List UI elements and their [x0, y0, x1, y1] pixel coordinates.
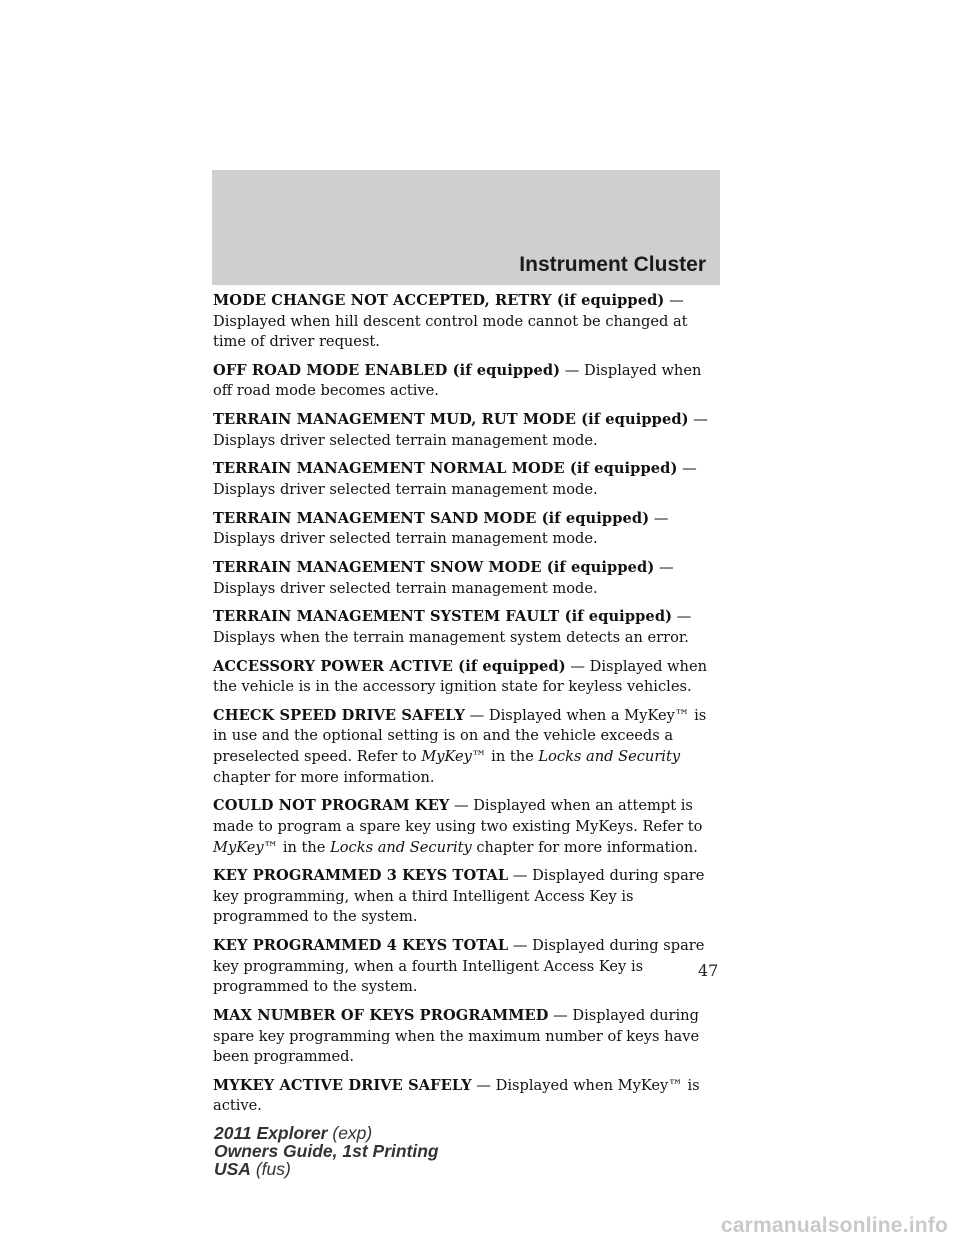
message-description: — Displayed when the vehicle is in the accessory ignition state for keyless vehicles.	[213, 657, 707, 696]
footer-line-3	[214, 1160, 439, 1178]
message-entry	[213, 706, 723, 788]
message-entry	[213, 657, 723, 698]
message-description: — Displayed when off road mode becomes active.	[213, 361, 702, 400]
message-entry	[213, 361, 723, 402]
message-entry	[213, 1076, 723, 1117]
message-description: — Displayed when a MyKey™ is in use and the optional setting is on and the vehicle exceeds a preselected speed. Refer to	[213, 706, 707, 766]
footer-model: 2011 Explorer	[214, 1123, 328, 1143]
message-term: ACCESSORY POWER ACTIVE (if equipped)	[213, 657, 566, 675]
message-entry	[213, 796, 723, 858]
message-term: COULD NOT PROGRAM KEY	[213, 797, 450, 815]
message-term: MAX NUMBER OF KEYS PROGRAMMED	[213, 1006, 549, 1024]
message-entry	[213, 291, 723, 353]
message-entry	[213, 607, 723, 648]
message-term: TERRAIN MANAGEMENT SAND MODE (if equipped)	[213, 509, 650, 527]
message-term: TERRAIN MANAGEMENT NORMAL MODE (if equipped)	[213, 460, 678, 478]
message-reference: Locks and Security	[330, 838, 472, 856]
message-description: — Displayed when hill descent control mode cannot be changed at time of driver request.	[213, 292, 688, 351]
message-description: in the	[278, 838, 331, 856]
message-term: TERRAIN MANAGEMENT SYSTEM FAULT (if equipped)	[213, 608, 673, 626]
message-entry	[213, 558, 723, 599]
message-term: CHECK SPEED DRIVE SAFELY	[213, 706, 466, 724]
message-reference: MyKey™	[213, 838, 279, 856]
footer-market-code: (fus)	[255, 1159, 291, 1179]
footer-line-2: Owners Guide, 1st Printing	[214, 1141, 439, 1161]
message-description: — Displays when the terrain management system detects an error.	[213, 608, 692, 646]
message-description: chapter for more information.	[213, 768, 435, 786]
message-entry	[213, 866, 723, 928]
message-reference: MyKey™	[421, 748, 487, 766]
message-term: OFF ROAD MODE ENABLED (if equipped)	[213, 361, 561, 379]
message-description: — Displays driver selected terrain management mode.	[213, 559, 674, 597]
message-description: in the	[486, 748, 539, 766]
message-description: — Displays driver selected terrain management mode.	[213, 411, 708, 449]
message-entry	[213, 1006, 723, 1068]
footer-line-1	[214, 1124, 439, 1142]
message-term: MODE CHANGE NOT ACCEPTED, RETRY (if equipped)	[213, 292, 665, 309]
message-term: TERRAIN MANAGEMENT SNOW MODE (if equipped)	[213, 559, 655, 576]
message-description: — Displayed during spare key programming, when a third Intelligent Access Key is programmed to the system.	[213, 867, 705, 926]
section-title: Instrument Cluster	[519, 253, 706, 276]
message-term: KEY PROGRAMMED 3 KEYS TOTAL	[213, 867, 509, 885]
footer-model-code: (exp)	[332, 1123, 373, 1143]
message-description: chapter for more information.	[471, 838, 698, 856]
message-description: — Displayed when MyKey™ is active.	[213, 1076, 700, 1115]
page-number: 47	[698, 961, 719, 980]
message-entry	[213, 936, 723, 998]
message-term: TERRAIN MANAGEMENT MUD, RUT MODE (if equipped)	[213, 411, 689, 429]
message-entry	[213, 459, 723, 500]
message-term: KEY PROGRAMMED 4 KEYS TOTAL	[213, 937, 509, 955]
message-entry	[213, 410, 723, 451]
message-term: MYKEY ACTIVE DRIVE SAFELY	[213, 1076, 472, 1094]
message-description: — Displays driver selected terrain management mode.	[213, 509, 669, 548]
message-description: — Displayed when an attempt is made to program a spare key using two existing MyKeys. Refer to	[213, 797, 703, 835]
message-description: — Displayed during spare key programming, when a fourth Intelligent Access Key is programmed to the system.	[213, 937, 705, 996]
message-entry	[213, 509, 723, 550]
document-footer	[214, 1124, 439, 1178]
message-list	[213, 291, 723, 1125]
site-watermark[interactable]: carmanualsonline.info	[720, 1214, 948, 1237]
section-header-band	[212, 170, 720, 285]
footer-market: USA	[214, 1159, 251, 1179]
message-description: — Displays driver selected terrain management mode.	[213, 460, 697, 499]
message-description: — Displayed during spare key programming when the maximum number of keys have been programmed.	[213, 1006, 700, 1066]
message-reference: Locks and Security	[538, 748, 681, 766]
